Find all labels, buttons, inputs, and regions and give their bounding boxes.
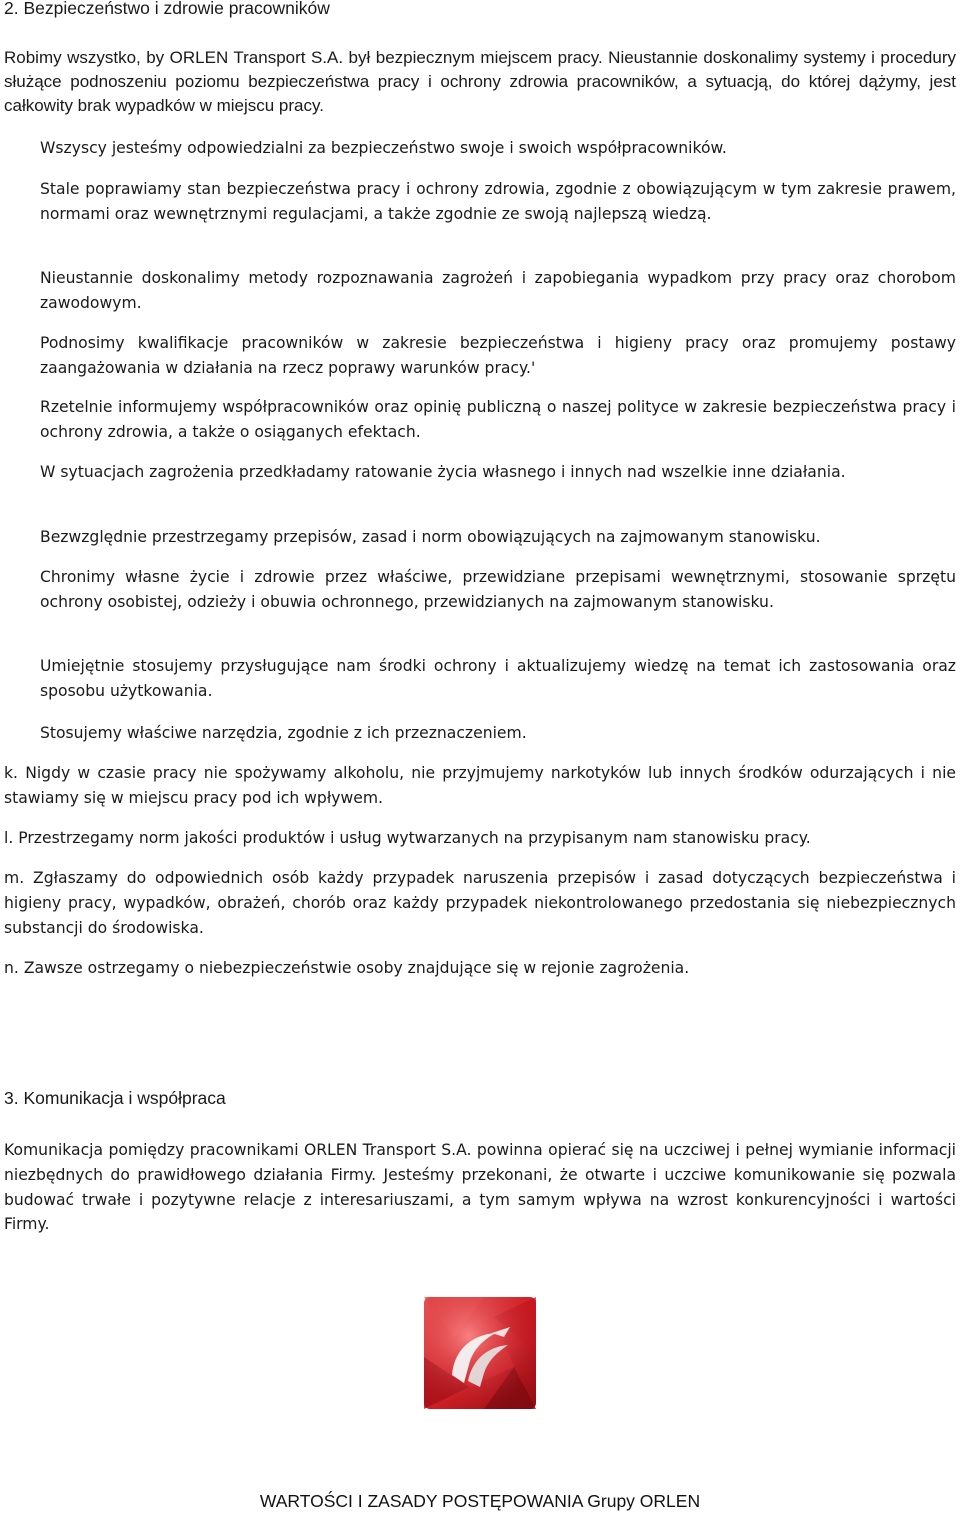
list-item-k [4, 761, 956, 811]
list-item-i [4, 654, 956, 704]
list-letter [4, 525, 40, 550]
list-letter [4, 136, 40, 161]
orlen-eagle-logo-icon [424, 1297, 536, 1409]
list-letter [4, 395, 40, 420]
list-item-e [4, 395, 956, 445]
list-item-g [4, 525, 956, 550]
list-letter [4, 721, 40, 746]
list-text: Nigdy w czasie pracy nie spożywamy alkoholu, nie przyjmujemy narkotyków lub innych środków odurzających i nie stawiamy się w miejscu pracy pod ich wpływem. [4, 764, 956, 807]
list-letter [4, 331, 40, 356]
list-letter: n. [4, 959, 19, 977]
section-3-body: Komunikacja pomiędzy pracownikami ORLEN Transport S.A. powinna opierać się na uczciwej i pełnej wymianie informacji niezbędnych do prawidłowego działania Firmy. Jesteśmy przekonani, że otwarte i uczciwe komunikowanie się pozwala budować trwałe i pozytywne relacje z interesariuszami, a tym samym wpływa na wzrost konkurencyjności i wartości Firmy. [4, 1141, 956, 1234]
list-text: Chronimy własne życie i zdrowie przez właściwe, przewidziane przepisami wewnętrznymi, stosowanie sprzętu ochrony osobistej, odzieży i obuwia ochronnego, przewidzianych na zajmowanym stanowisku. [40, 568, 956, 611]
section-2-heading: 2. Bezpieczeństwo i zdrowie pracowników [4, 0, 330, 18]
list-letter: m. [4, 869, 25, 887]
list-text: Stale poprawiamy stan bezpieczeństwa pracy i ochrony zdrowia, zgodnie z obowiązującym w tym zakresie prawem, normami oraz wewnętrznymi regulacjami, a także zgodnie ze swoją najlepszą wiedzą. [40, 180, 956, 223]
list-text: Bezwzględnie przestrzegamy przepisów, zasad i norm obowiązujących na zajmowanym stanowisku. [40, 528, 821, 546]
list-text: W sytuacjach zagrożenia przedkładamy ratowanie życia własnego i innych nad wszelkie inne działania. [40, 463, 846, 481]
section-3-heading: 3. Komunikacja i współpraca [4, 1088, 226, 1108]
footer-title: WARTOŚCI I ZASADY POSTĘPOWANIA Grupy ORLEN [259, 1491, 701, 1511]
list-item-m [4, 866, 956, 940]
list-letter [4, 177, 40, 202]
list-text: Rzetelnie informujemy współpracowników oraz opinię publiczną o naszej polityce w zakresie bezpieczeństwa pracy i ochrony zdrowia, a także o osiąganych efektach. [40, 398, 956, 441]
list-text: Umiejętnie stosujemy przysługujące nam środki ochrony i aktualizujemy wiedzę na temat ich zastosowania oraz sposobu użytkowania. [40, 657, 956, 700]
list-text: Zgłaszamy do odpowiednich osób każdy przypadek naruszenia przepisów i zasad dotyczących bezpieczeństwa i higieny pracy, wypadków, obrażeń, chorób oraz każdy przypadek niekontrolowanego przedostania się niebezpiecznych substancji do środowiska. [4, 869, 956, 937]
list-letter [4, 565, 40, 590]
list-text: Stosujemy właściwe narzędzia, zgodnie z ich przeznaczeniem. [40, 724, 527, 742]
list-text: Wszyscy jesteśmy odpowiedzialni za bezpieczeństwo swoje i swoich współpracowników. [40, 139, 727, 157]
list-text: Nieustannie doskonalimy metody rozpoznawania zagrożeń i zapobiegania wypadkom przy pracy oraz chorobom zawodowym. [40, 269, 956, 312]
list-text: Przestrzegamy norm jakości produktów i usług wytwarzanych na przypisanym nam stanowisku pracy. [18, 829, 811, 847]
list-item-b [4, 177, 956, 227]
list-letter [4, 460, 40, 485]
list-letter: l. [4, 829, 14, 847]
list-item-h [4, 565, 956, 615]
list-item-n [4, 956, 956, 981]
list-item-a [4, 136, 956, 161]
list-letter [4, 266, 40, 291]
section-2-intro: Robimy wszystko, by ORLEN Transport S.A. był bezpiecznym miejscem pracy. Nieustannie doskonalimy systemy i procedury służące podnoszeniu poziomu bezpieczeństwa pracy i ochrony zdrowia pracowników, a sytuacją, do której dążymy, jest całkowity brak wypadków w miejscu pracy. [4, 48, 956, 115]
list-text: Zawsze ostrzegamy o niebezpieczeństwie osoby znajdujące się w rejonie zagrożenia. [23, 959, 690, 977]
list-item-l [4, 826, 956, 851]
list-item-c [4, 266, 956, 316]
list-letter: k. [4, 764, 18, 782]
list-letter [4, 654, 40, 679]
list-text: Podnosimy kwalifikacje pracowników w zakresie bezpieczeństwa i higieny pracy oraz promujemy postawy zaangażowania w działania na rzecz poprawy warunków pracy.' [40, 334, 956, 377]
list-item-f [4, 460, 956, 485]
list-item-d [4, 331, 956, 381]
list-item-j [4, 721, 956, 746]
